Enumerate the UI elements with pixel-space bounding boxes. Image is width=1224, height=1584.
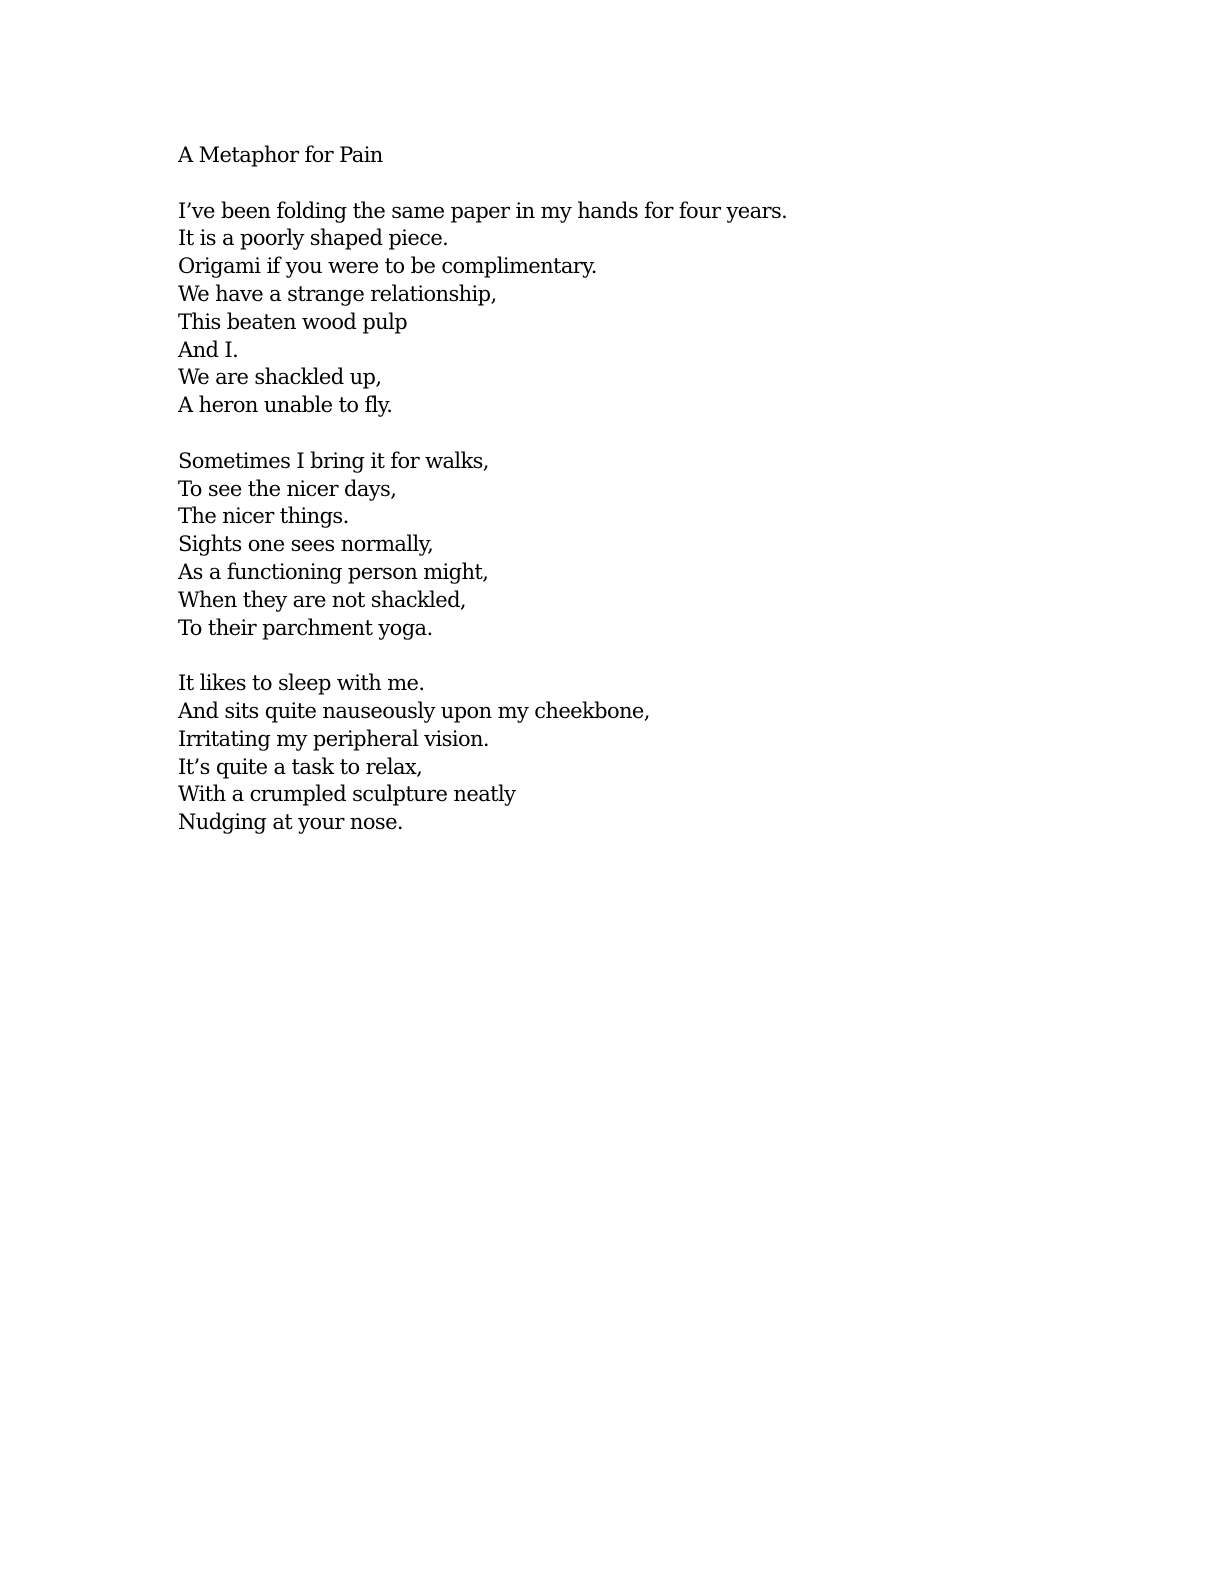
poem-line: We are shackled up, xyxy=(178,365,382,390)
stanza-gap xyxy=(178,170,1078,198)
stanza-gap xyxy=(178,642,1078,670)
poem-line: To see the nicer days, xyxy=(178,476,397,501)
poem-line: With a crumpled sculpture neatly xyxy=(178,782,516,807)
stanza-3 xyxy=(178,670,1078,837)
poem-line: This beaten wood pulp xyxy=(178,309,408,334)
poem-line: A heron unable to fly. xyxy=(178,393,393,418)
poem-line: As a functioning person might, xyxy=(178,559,489,584)
poem-line: The nicer things. xyxy=(178,504,349,529)
poem-line: I’ve been folding the same paper in my hands for four years. xyxy=(178,198,788,223)
poem-line: Nudging at your nose. xyxy=(178,810,403,835)
poem-line: And I. xyxy=(178,337,239,362)
poem-line: To their parchment yoga. xyxy=(178,615,433,640)
poem-line: Sometimes I bring it for walks, xyxy=(178,448,489,473)
poem-line: Sights one sees normally, xyxy=(178,532,434,557)
stanza-gap xyxy=(178,420,1078,448)
poem-line: We have a strange relationship, xyxy=(178,281,497,306)
poem-line: Irritating my peripheral vision. xyxy=(178,726,489,751)
poem-line: When they are not shackled, xyxy=(178,587,466,612)
stanza-1 xyxy=(178,198,1078,420)
poem-line: It likes to sleep with me. xyxy=(178,671,425,696)
poem-line: And sits quite nauseously upon my cheekbone, xyxy=(178,698,650,723)
poem-title: A Metaphor for Pain xyxy=(178,143,383,167)
poem-line: It’s quite a task to relax, xyxy=(178,754,423,779)
poem-body xyxy=(178,142,1078,837)
poem-line: It is a poorly shaped piece. xyxy=(178,226,449,251)
stanza-2 xyxy=(178,448,1078,643)
poem-line: Origami if you were to be complimentary. xyxy=(178,254,597,279)
